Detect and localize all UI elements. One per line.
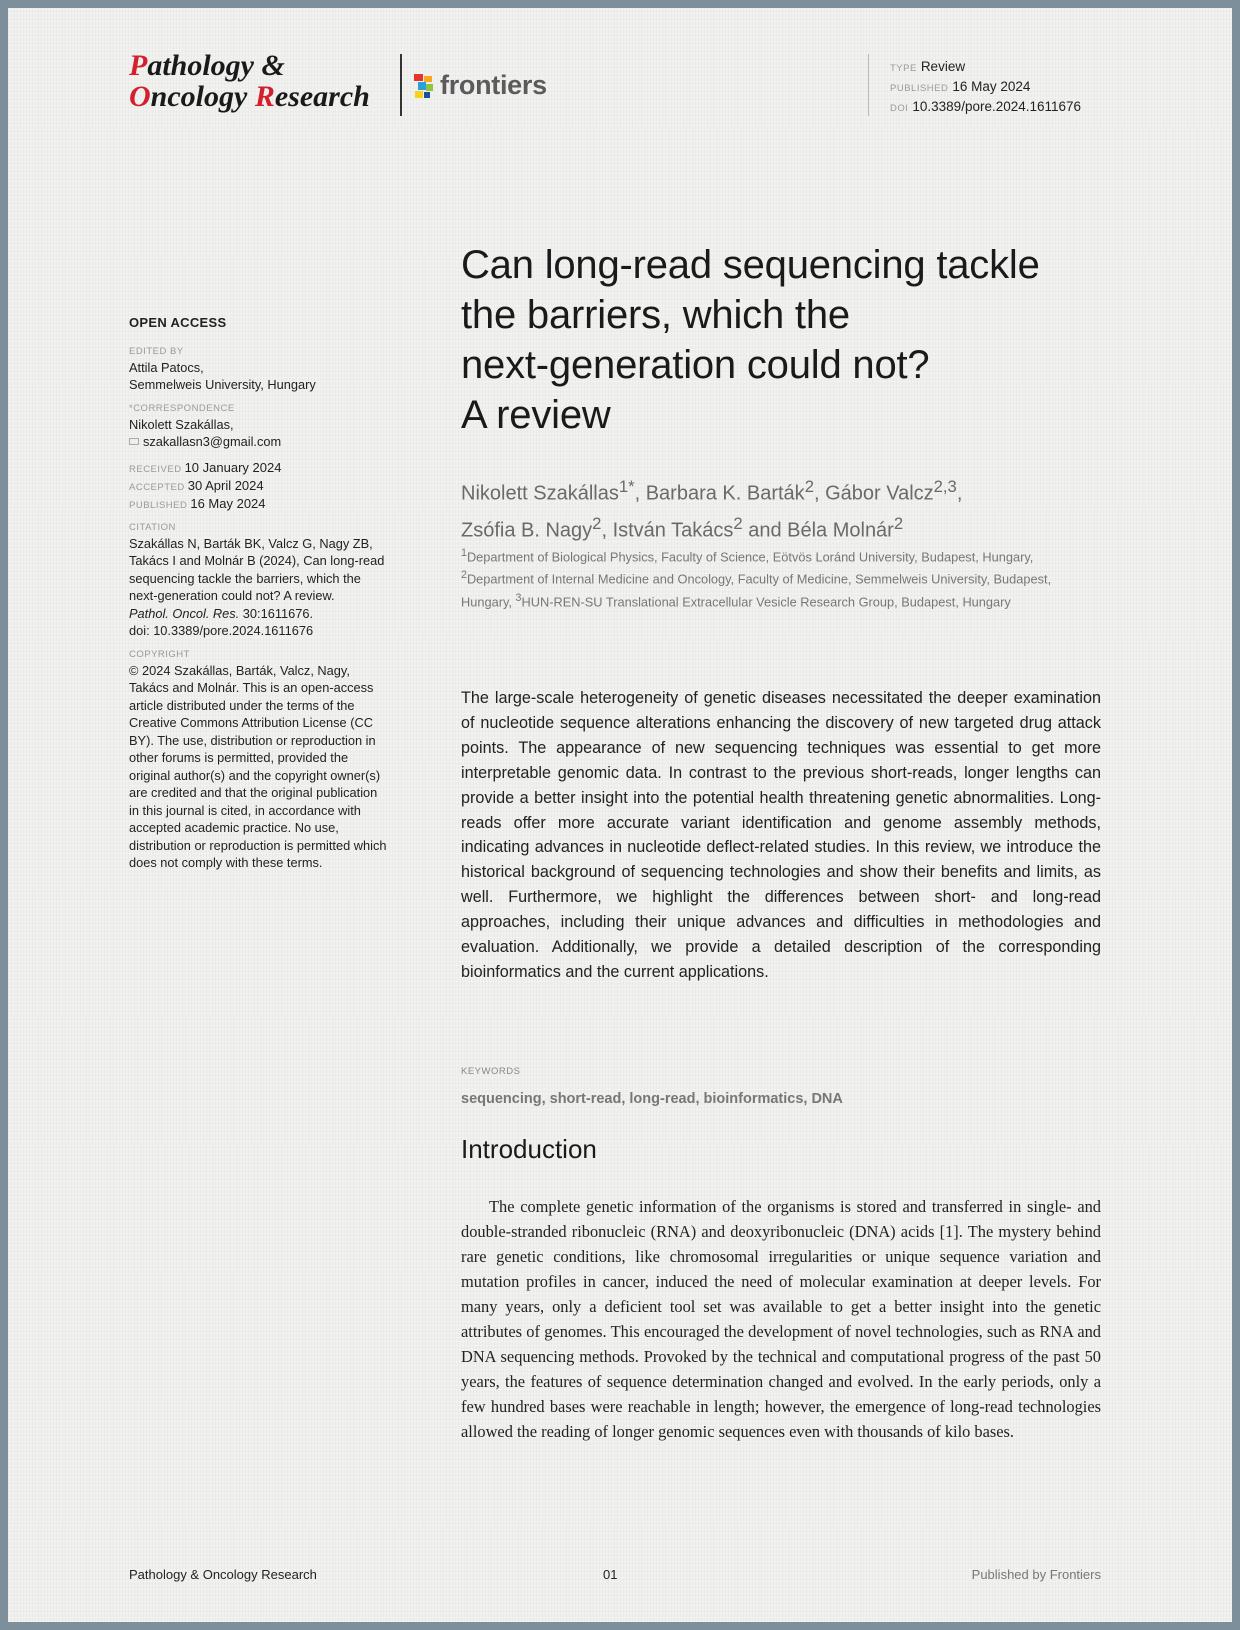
logo-divider	[400, 54, 402, 116]
author-sep: ,	[956, 482, 963, 505]
accepted-row	[129, 477, 389, 495]
copyright-block	[129, 648, 389, 872]
affiliations	[461, 544, 1101, 611]
abstract: The large-scale heterogeneity of genetic diseases necessitated the deeper examination of nucleotide sequence alterations enhancing the discovery of new targeted drug attack points. The appearance of new sequencing techniques was essential to get more interpretable genomic data. In contrast to the previous short-reads, longer lengths can provide a better insight into the potential health threatening genetic abnormalities. Long-reads offer more accurate variant identification and genome assembly methods, indicating advances in nucleotide deflect-related studies. In this review, we introduce the historical background of sequencing technologies and show their benefits and limits, as well. Furthermore, we highlight the differences between short- and long-read approaches, including their unique advances and difficulties in methodologies and evaluation. Additionally, we provide a detailed description of the corresponding bioinformatics and the current applications.	[461, 689, 1101, 981]
keywords-label: KEYWORDS	[461, 1066, 521, 1077]
published-value: 16 May 2024	[190, 495, 266, 511]
accepted-value: 30 April 2024	[187, 477, 264, 493]
author-name[interactable]: Barbara K. Barták	[645, 482, 805, 505]
meta-doi-label: DOI	[890, 103, 909, 114]
journal-logo[interactable]	[129, 50, 370, 112]
correspondence-block	[129, 402, 389, 451]
author-sep: ,	[601, 519, 613, 542]
sidebar	[129, 314, 389, 880]
logo-line1: athology &	[147, 49, 285, 82]
title-line: next-generation could not?	[461, 343, 930, 387]
title-line: the barriers, which the	[461, 293, 850, 337]
meta-type	[890, 58, 1081, 78]
affiliation-1: Department of Biological Physics, Faculty of Science, Eötvös Loránd University, Budapest, Hungary,	[466, 549, 1034, 565]
received-label: RECEIVED	[129, 463, 182, 475]
author-sep: ,	[813, 482, 826, 505]
author-sup: 2,3	[933, 477, 957, 496]
section-heading-introduction: Introduction	[461, 1134, 597, 1164]
received-value: 10 January 2024	[184, 459, 282, 475]
citation-doi-link[interactable]: doi: 10.3389/pore.2024.1611676	[129, 623, 314, 638]
meta-published	[890, 78, 1081, 98]
footer-publisher: Published by Frontiers	[971, 1567, 1101, 1582]
meta-doi-link[interactable]: 10.3389/pore.2024.1611676	[912, 99, 1082, 114]
copyright-label: COPYRIGHT	[129, 648, 190, 660]
page-number: 01	[603, 1567, 618, 1582]
author-sep: and	[742, 519, 788, 542]
frontiers-wordmark: frontiers	[440, 70, 547, 100]
affiliation-3: HUN-REN-SU Translational Extracellular Vesicle Research Group, Budapest, Hungary	[521, 593, 1011, 609]
article-meta	[890, 58, 1081, 118]
logo-initial-r: R	[254, 80, 275, 113]
article-title	[461, 240, 1101, 440]
dates-block	[129, 459, 389, 513]
meta-type-label: TYPE	[890, 63, 917, 74]
introduction-paragraph: The complete genetic information of the organisms is stored and transferred in single- and double-stranded ribonucleic (RNA) and deoxyribonucleic (DNA) acids [1]. The mystery behind rare genetic conditions, like chromosomal irregularities or unique sequence variation and mutation profiles in cancer, induced the need of molecular examination at deeper levels. For many years, only a deficient tool set was available to get a better insight into the genetic attributes of genomes. This encouraged the development of novel technologies, such as RNA and DNA sequencing methods. Provoked by the technical and computational progress of the past 50 years, the features of sequence determination changed and evolved. In the early periods, only a few hundred bases were reachable in length; however, the emergence of long-read technologies allowed the reading of longer genomic sequences even with thousands of kilo bases.	[461, 1197, 1101, 1441]
logo-line2a: ncology	[150, 80, 255, 113]
author-list	[461, 472, 1101, 545]
author-sup: 2	[893, 513, 904, 533]
citation-block	[129, 521, 389, 640]
frontiers-mark-icon	[412, 72, 436, 100]
citation-volume: 30:1611676.	[239, 605, 314, 621]
published-label: PUBLISHED	[129, 499, 188, 511]
open-access-label: OPEN ACCESS	[129, 315, 227, 330]
author-sup: 2	[733, 513, 743, 533]
edited-by-label: EDITED BY	[129, 345, 184, 357]
edited-by-block	[129, 345, 389, 394]
correspondence-label: *CORRESPONDENCE	[129, 402, 235, 414]
logo-initial-o: O	[129, 80, 151, 113]
affil-sup: 3	[515, 591, 522, 604]
editor-name: Attila Patocs,	[129, 359, 204, 375]
keywords: sequencing, short-read, long-read, bioinformatics, DNA	[461, 1091, 843, 1107]
title-line: A review	[461, 393, 611, 437]
mail-icon	[129, 438, 139, 445]
affiliation-2: Department of Internal Medicine and Oncology, Faculty of Medicine, Semmelweis University, Budapest, Hungary,	[461, 571, 1052, 609]
copyright-text: © 2024 Szakállas, Barták, Valcz, Nagy, Takács and Molnár. This is an open-access article distributed under the terms of the Creative Commons Attribution License (CC BY). The use, distribution or reproduction in other forums is permitted, provided the original author(s) and the copyright owner(s) are credited and that the original publication in this journal is cited, in accordance with accepted academic practice. No use, distribution or reproduction is permitted which does not comply with these terms.	[129, 662, 387, 870]
citation-journal: Pathol. Oncol. Res.	[129, 605, 240, 621]
article-page	[8, 8, 1232, 1622]
author-sup: 1*	[618, 477, 635, 496]
accepted-label: ACCEPTED	[129, 481, 185, 493]
correspondence-name: Nikolett Szakállas,	[129, 416, 234, 432]
author-name[interactable]: Béla Molnár	[787, 519, 894, 542]
affil-sup: 2	[461, 569, 467, 582]
logo-line2b: esearch	[274, 80, 370, 113]
title-line: Can long-read sequencing tackle	[461, 243, 1040, 287]
frontiers-logo[interactable]	[412, 70, 547, 101]
author-name[interactable]: Zsófia B. Nagy	[461, 519, 593, 542]
meta-type-value: Review	[920, 59, 966, 74]
author-name[interactable]: István Takács	[612, 519, 734, 542]
citation-label: CITATION	[129, 521, 176, 533]
author-sep: ,	[634, 482, 646, 505]
author-name[interactable]: Nikolett Szakállas	[461, 482, 619, 505]
editor-affiliation: Semmelweis University, Hungary	[129, 377, 316, 392]
correspondence-email-row	[129, 433, 389, 451]
affil-sup: 1	[461, 547, 467, 559]
meta-doi	[890, 98, 1081, 118]
citation-source	[129, 605, 389, 623]
author-name[interactable]: Gábor Valcz	[825, 482, 934, 505]
meta-published-value: 16 May 2024	[952, 79, 1031, 94]
published-row	[129, 495, 389, 513]
logo-initial-p: P	[129, 49, 148, 82]
received-row	[129, 459, 389, 477]
footer-journal: Pathology & Oncology Research	[129, 1567, 317, 1582]
meta-published-label: PUBLISHED	[890, 83, 949, 94]
author-sup: 2	[592, 513, 602, 533]
citation-text: Szakállas N, Barták BK, Valcz G, Nagy ZB, Takács I and Molnár B (2024), Can long-read sequencing tackle the barriers, which the next-generation could not? A review.	[129, 535, 385, 603]
meta-divider	[868, 54, 869, 116]
author-sup: 2	[804, 477, 814, 496]
correspondence-email-link[interactable]: szakallasn3@gmail.com	[143, 434, 282, 449]
